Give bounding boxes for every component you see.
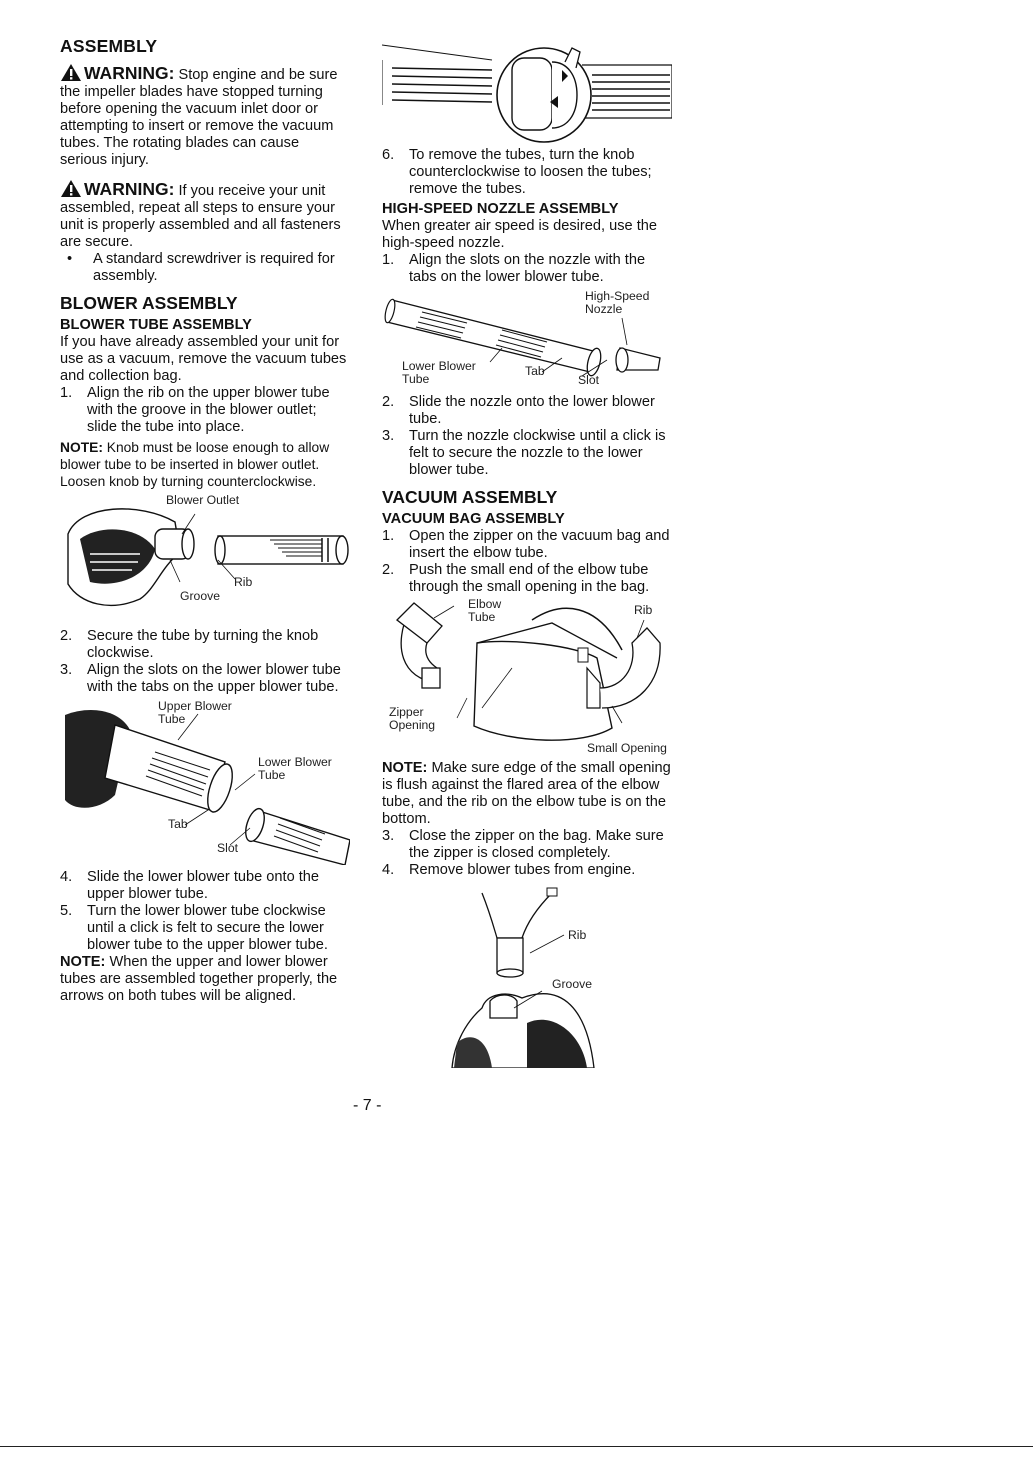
step-number: 2.	[382, 562, 395, 578]
remove-steps	[382, 147, 672, 198]
label-upper-blower-tube: Upper Blower Tube	[158, 699, 232, 726]
label-rib: Rib	[568, 928, 587, 942]
blower-steps-b	[60, 628, 350, 696]
engine-illustration	[382, 883, 672, 1068]
bullet-text: A standard screwdriver is required for assembly.	[93, 251, 335, 284]
bag-steps-a	[382, 528, 672, 596]
bag-step-2	[382, 562, 672, 596]
high-speed-nozzle-title: HIGH-SPEED NOZZLE ASSEMBLY	[382, 201, 619, 217]
bag-step-3	[382, 828, 672, 862]
note-text: When the upper and lower blower tubes are assembled together properly, the arrows on both tubes will be aligned.	[60, 954, 338, 1004]
bag-steps-b	[382, 828, 672, 879]
step-text: To remove the tubes, turn the knob counterclockwise to loosen the tubes; remove the tubes.	[409, 147, 652, 197]
step-text: Align the slots on the lower blower tube with the tabs on the upper blower tube.	[87, 662, 341, 695]
label-rib: Rib	[234, 575, 253, 589]
step-text: Turn the nozzle clockwise until a click is felt to secure the nozzle to the lower blower tube.	[409, 428, 666, 478]
note-text: Make sure edge of the small opening is flush against the flared area of the elbow tube, and the rib on the elbow tube is on the bottom.	[382, 760, 671, 827]
label-blower-outlet: Blower Outlet	[166, 493, 240, 507]
step-number: 5.	[60, 903, 73, 919]
label-slot: Slot	[578, 373, 600, 387]
step-number: 2.	[382, 394, 395, 410]
step-number: 1.	[60, 385, 73, 401]
bullet-dot-icon: •	[67, 251, 73, 267]
label-elbow-tube: Elbow Tube	[468, 597, 502, 624]
step-text: Slide the lower blower tube onto the upper blower tube.	[87, 869, 320, 902]
warning-1	[60, 63, 350, 169]
knob-illustration	[382, 40, 672, 145]
note-text: Knob must be loose enough to allow blower tube to be inserted in blower outlet. Loosen knob by turning counterclockwise.	[60, 440, 330, 489]
note-label: NOTE:	[60, 954, 106, 970]
warning-icon	[60, 179, 82, 198]
left-column	[60, 36, 350, 1005]
note-knob	[60, 439, 350, 490]
nozzle-step-2	[382, 394, 672, 428]
step-number: 1.	[382, 528, 395, 544]
page-number: - 7 -	[353, 1097, 382, 1114]
blower-intro: If you have already assembled your unit for use as a vacuum, remove the vacuum tubes and collection bag.	[60, 334, 347, 384]
warning-2-label: WARNING:	[84, 179, 175, 199]
label-lower-blower-tube: Lower Blower Tube	[402, 359, 476, 386]
label-tab: Tab	[168, 817, 188, 831]
step-number: 3.	[382, 428, 395, 444]
note-flush	[382, 760, 672, 828]
label-slot: Slot	[217, 841, 239, 855]
step-text: Align the slots on the nozzle with the tabs on the lower blower tube.	[409, 252, 646, 285]
step-1	[60, 385, 350, 436]
bullet-screwdriver	[60, 251, 350, 285]
step-number: 4.	[60, 869, 73, 885]
note-label: NOTE:	[382, 760, 428, 776]
step-4	[60, 869, 350, 903]
label-small-opening: Small Opening	[587, 741, 667, 755]
label-lower-blower-tube: Lower Blower Tube	[258, 755, 332, 782]
figure-remove-tubes	[382, 883, 672, 1068]
step-number: 2.	[60, 628, 73, 644]
blower-steps-c	[60, 869, 350, 954]
blower-tube-assembly-title: BLOWER TUBE ASSEMBLY	[60, 317, 252, 333]
bag-step-4	[382, 862, 672, 879]
step-number: 3.	[382, 828, 395, 844]
warning-icon	[60, 63, 82, 82]
warning-1-label: WARNING:	[84, 63, 175, 83]
nozzle-steps-a	[382, 252, 672, 286]
step-number: 4.	[382, 862, 395, 878]
label-zipper-opening: Zipper Opening	[389, 705, 436, 732]
blower-assembly-title: BLOWER ASSEMBLY	[60, 293, 238, 313]
step-text: Push the small end of the elbow tube through the small opening in the bag.	[409, 562, 650, 595]
figure-knob	[382, 40, 672, 145]
assembly-title: ASSEMBLY	[60, 36, 158, 56]
warning-1-text: Stop engine and be sure the impeller blades have stopped turning before opening the vacuum inlet door or attempting to insert or remove the vacuum tubes. The rotating blades can cause serious injury.	[60, 67, 338, 168]
step-number: 6.	[382, 147, 395, 163]
label-rib: Rib	[634, 603, 653, 617]
page-bottom-rule	[0, 1446, 1033, 1447]
label-groove: Groove	[552, 977, 592, 991]
label-high-speed-nozzle: High-Speed Nozzle	[585, 289, 650, 316]
label-groove: Groove	[180, 589, 220, 603]
note-label: NOTE:	[60, 440, 103, 455]
step-text: Remove blower tubes from engine.	[409, 862, 636, 878]
step-text: Align the rib on the upper blower tube with the groove in the blower outlet; slide the tube into place.	[87, 385, 330, 435]
label-tab: Tab	[525, 364, 545, 378]
step-3	[60, 662, 350, 696]
high-speed-intro: When greater air speed is desired, use the high-speed nozzle.	[382, 218, 658, 251]
figure-nozzle	[382, 290, 672, 390]
figure-upper-lower-tube	[60, 700, 350, 865]
blower-outlet-illustration	[60, 494, 350, 624]
warning-2-text: If you receive your unit assembled, repeat all steps to ensure your unit is properly assembled and all fasteners are secure.	[60, 183, 341, 250]
nozzle-step-3	[382, 428, 672, 479]
step-2	[60, 628, 350, 662]
vacuum-bag-assembly-title: VACUUM BAG ASSEMBLY	[382, 511, 565, 527]
nozzle-step-1	[382, 252, 672, 286]
warning-2	[60, 179, 350, 251]
vacuum-assembly-title: VACUUM ASSEMBLY	[382, 487, 558, 507]
figure-vacuum-bag	[382, 598, 672, 758]
step-number: 3.	[60, 662, 73, 678]
bag-step-1	[382, 528, 672, 562]
step-text: Secure the tube by turning the knob clockwise.	[87, 628, 319, 661]
step-text: Turn the lower blower tube clockwise until a click is felt to secure the lower blower tube to the upper blower tube.	[87, 903, 328, 953]
note-arrows	[60, 954, 350, 1005]
step-5	[60, 903, 350, 954]
step-6	[382, 147, 672, 198]
blower-steps-a	[60, 385, 350, 436]
step-text: Slide the nozzle onto the lower blower tube.	[409, 394, 655, 427]
nozzle-steps-b	[382, 394, 672, 479]
step-text: Open the zipper on the vacuum bag and insert the elbow tube.	[409, 528, 670, 561]
right-column	[382, 40, 672, 1072]
step-text: Close the zipper on the bag. Make sure the zipper is closed completely.	[409, 828, 664, 861]
figure-blower-outlet	[60, 494, 350, 624]
step-number: 1.	[382, 252, 395, 268]
